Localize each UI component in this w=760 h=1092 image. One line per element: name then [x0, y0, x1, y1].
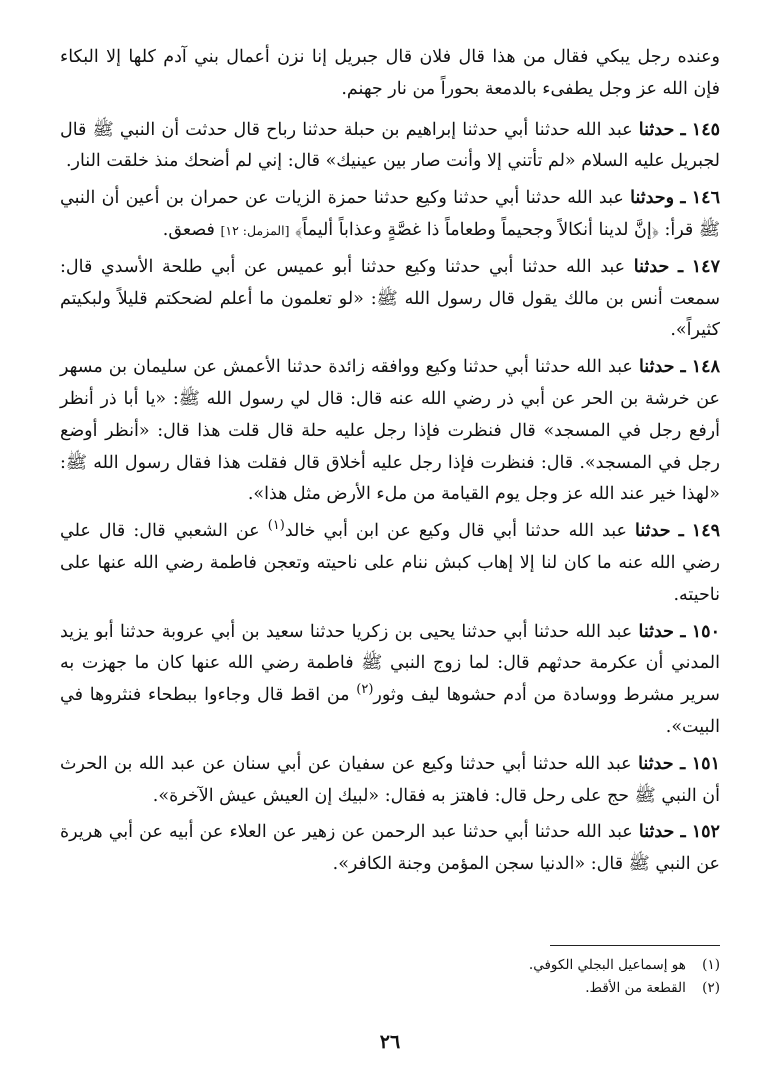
entry-number: ١٥٢ — [691, 822, 720, 843]
entry-lead-word: حدثنا — [635, 521, 671, 542]
intro-paragraph: وعنده رجل يبكي فقال من هذا قال فلان قال جبريل إنا نزن أعمال بني آدم كلها إلا البكاء فإن الله عز وجل يطفىء بالدمعة بحوراً من نار جهنم. — [60, 47, 720, 99]
entry-lead-word: حدثنا — [633, 256, 670, 277]
hadith-entry — [60, 352, 720, 511]
footnote-item — [60, 977, 720, 1000]
entry-number: ١٤٥ — [691, 119, 720, 140]
footnote-number: (٢) — [702, 980, 720, 996]
entry-lead-word: وحدثنا — [630, 188, 675, 209]
footnote-marker[interactable]: (٢) — [356, 682, 374, 698]
page-number: ٢٦ — [379, 1031, 401, 1053]
hadith-entry — [60, 115, 720, 179]
footnote-item — [60, 954, 720, 977]
hadith-entry — [60, 749, 720, 813]
entry-lead-word: حدثنا — [638, 357, 675, 378]
entry-number: ١٤٩ — [691, 521, 720, 542]
footnote-divider — [550, 945, 720, 946]
footnotes — [60, 954, 720, 1000]
entry-text: عبد الله حدثنا أبي حدثنا وكيع حدثنا حمزة الزيات عن حمران بن أعين أن النبي ﷺ قرأ: ﴿إنَّ لدينا أنكالاً وجحيماً وطعاماً ذا غصَّةٍ وعذاباً أليماً﴾ — [60, 188, 720, 240]
entry-lead-word: حدثنا — [638, 621, 675, 642]
entry-lead-word: حدثنا — [638, 822, 675, 843]
hadith-entry — [60, 617, 720, 744]
entry-text: عبد الله حدثنا أبي حدثنا وكيع حدثنا أبو عميس عن أبي طلحة الأسدي قال: سمعت أنس بن مالك يقول قال رسول الله ﷺ: «لو تعلمون ما أعلم لضحكتم قليلاً ولبكيتم كثيراً». — [60, 256, 720, 341]
entry-text: عبد الله حدثنا أبي حدثنا يحيى بن زكريا حدثنا سعيد بن أبي عروبة حدثنا أبو يزيد المدني أن عكرمة حدثهم قال: لما زوج النبي ﷺ فاطمة رضي الله عنها كان ما جهزت به سرير مشرط ووسادة من أدم حشوها ليف وثور — [60, 621, 720, 706]
entry-tail: فصعق. — [162, 219, 215, 240]
entry-lead-word: حدثنا — [638, 119, 675, 140]
entry-tail: عن الشعبي قال: قال علي رضي الله عنه ما كان لنا إلا إهاب كبش ننام على ناحيته وتعجن فاطمة رضي الله عنها على ناحيته. — [60, 521, 720, 605]
entry-dash: ـ — [680, 119, 686, 140]
entry-number: ١٤٨ — [691, 357, 720, 378]
hadith-entry — [60, 183, 720, 247]
entry-dash: ـ — [680, 753, 686, 774]
footnote-text: هو إسماعيل البجلي الكوفي. — [528, 957, 686, 973]
footnote-number: (١) — [702, 957, 720, 973]
entry-dash: ـ — [678, 521, 684, 542]
entry-number: ١٤٦ — [691, 188, 720, 209]
entry-text: عبد الله حدثنا أبي قال وكيع عن ابن أبي خالد — [284, 521, 627, 542]
entry-dash: ـ — [677, 256, 684, 277]
entry-text: عبد الله حدثنا أبي حدثنا عبد الرحمن عن زهير عن العلاء عن أبيه عن أبي هريرة عن النبي ﷺ قال: «الدنيا سجن المؤمن وجنة الكافر». — [60, 822, 720, 875]
footnote-text: القطعة من الأقط. — [585, 980, 686, 996]
hadith-entry — [60, 516, 720, 611]
hadith-entry — [60, 252, 720, 347]
entry-dash: ـ — [680, 357, 686, 378]
hadith-entry — [60, 817, 720, 881]
entry-dash: ـ — [680, 822, 686, 843]
entry-text: عبد الله حدثنا أبي حدثنا إبراهيم بن حبلة حدثنا رباح قال حدثت أن النبي ﷺ قال لجبريل عليه السلام «لم تأتني إلا وأنت صار بين عينيك» قال: إني لم أضحك منذ خلقت النار. — [60, 119, 720, 172]
entry-text: عبد الله حدثنا أبي حدثنا وكيع ووافقه زائدة حدثنا الأعمش عن سليمان بن مسهر عن خرشة بن الحر عن أبي ذر رضي الله عنه قال: قال لي رسول الله ﷺ: «يا أبا ذر أنظر أرفع رجل في المسجد» قال فنظرت فإذا رجل عليه حلة قال قلت هذا قال: «أنظر أوضع رجل في المسجد». قال: فنظرت فإذا رجل عليه أخلاق قال فقلت هذا فقال رسول الله ﷺ: «لهذا خير عند الله عز وجل يوم القيامة من ملء الأرض مثل هذا». — [60, 357, 720, 505]
entry-text: عبد الله حدثنا أبي حدثنا وكيع عن سفيان عن أبي سنان عن عبد الله بن الحرث أن النبي ﷺ حج على رحل قال: فاهتز به فقال: «لبيك إن العيش عيش الآخرة». — [60, 753, 720, 806]
book-page — [60, 42, 720, 1052]
entry-lead-word: حدثنا — [638, 753, 674, 774]
footnote-marker[interactable]: (١) — [267, 518, 285, 534]
quran-reference: [المزمل: ١٢] — [220, 222, 290, 238]
entry-dash: ـ — [680, 188, 686, 209]
entry-number: ١٥١ — [691, 753, 720, 774]
entry-tail: من اقط قال وجاءوا ببطحاء فنثروها في البيت». — [60, 685, 720, 737]
entry-number: ١٤٧ — [691, 256, 720, 277]
entry-dash: ـ — [680, 621, 686, 642]
entry-number: ١٥٠ — [691, 621, 720, 642]
